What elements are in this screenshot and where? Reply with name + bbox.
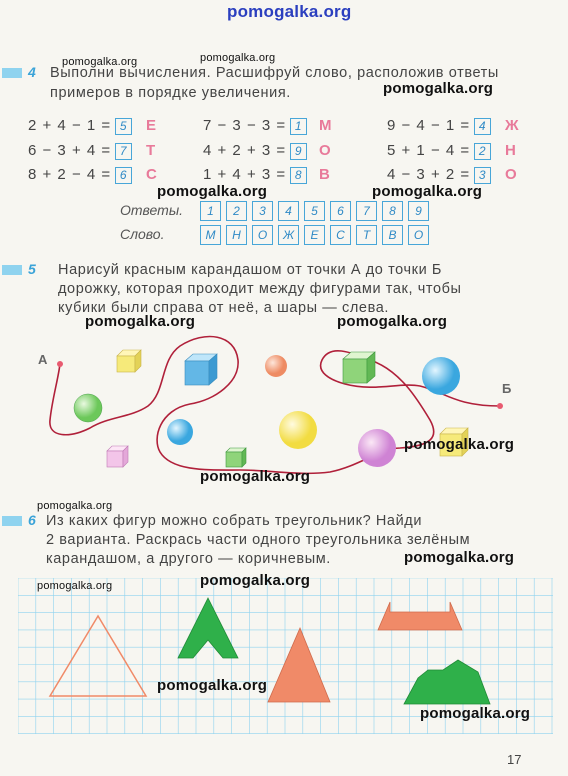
- word-cell: В: [382, 225, 403, 245]
- ball: [167, 419, 193, 445]
- answer-box: 4: [474, 118, 491, 135]
- task-text: карандашом, а другого — коричневым.: [46, 551, 331, 567]
- point-b-dot: [497, 403, 503, 409]
- task-text: Нарисуй красным карандашом от точки А до точки Б: [58, 262, 443, 278]
- watermark: pomogalka.org: [372, 183, 483, 200]
- word-cell: Е: [304, 225, 325, 245]
- watermark: pomogalka.org: [383, 80, 494, 97]
- answer-box: 7: [115, 143, 132, 160]
- equation-expression: 2 + 4 − 1 =: [28, 117, 112, 134]
- answer-cell: 6: [330, 201, 351, 221]
- equation: [28, 117, 136, 135]
- equation-expression: 8 + 2 − 4 =: [28, 166, 112, 183]
- answer-box: 1: [290, 118, 307, 135]
- watermark: pomogalka.org: [37, 500, 113, 512]
- word-cell: Ж: [278, 225, 299, 245]
- equation-expression: 1 + 4 + 3 =: [203, 166, 287, 183]
- ball: [265, 355, 287, 377]
- equation-letter: Е: [146, 117, 157, 134]
- equation-expression: 7 − 3 − 3 =: [203, 117, 287, 134]
- task-marker: [2, 265, 22, 275]
- point-b-label: Б: [502, 381, 512, 396]
- equation-letter: В: [319, 166, 330, 183]
- word-label: Слово.: [120, 226, 165, 242]
- equation-expression: 5 + 1 − 4 =: [387, 142, 471, 159]
- answer-box: 6: [115, 167, 132, 184]
- watermark: pomogalka.org: [157, 677, 268, 694]
- watermark: pomogalka.org: [200, 468, 311, 485]
- task-number: 6: [28, 512, 36, 528]
- watermark: pomogalka.org: [337, 313, 448, 330]
- equation-letter: Ж: [505, 117, 519, 134]
- watermark: pomogalka.org: [420, 705, 531, 722]
- watermark: pomogalka.org: [227, 2, 352, 21]
- equation: [203, 166, 311, 184]
- watermark: pomogalka.org: [404, 436, 515, 453]
- word-cell: М: [200, 225, 221, 245]
- answer-cell: 4: [278, 201, 299, 221]
- cube: [117, 350, 141, 372]
- watermark: pomogalka.org: [37, 580, 113, 592]
- equation: [203, 117, 311, 135]
- task5-figure: [0, 320, 568, 480]
- equation-expression: 9 − 4 − 1 =: [387, 117, 471, 134]
- cube: [185, 354, 217, 385]
- answer-box: 8: [290, 167, 307, 184]
- task-text: 2 варианта. Раскрась части одного треугольника зелёным: [46, 532, 471, 548]
- green-shape: [178, 598, 238, 658]
- answer-cell: 9: [408, 201, 429, 221]
- equation-expression: 4 − 3 + 2 =: [387, 166, 471, 183]
- watermark: pomogalka.org: [200, 52, 276, 64]
- ball: [74, 394, 102, 422]
- point-a-dot: [57, 361, 63, 367]
- answer-cell: 8: [382, 201, 403, 221]
- word-cell: С: [330, 225, 351, 245]
- task-text: кубики были справа от неё, а шары — слева.: [58, 300, 390, 316]
- word-cell: О: [408, 225, 429, 245]
- ball: [279, 411, 317, 449]
- equation: [28, 142, 136, 160]
- equation-letter: О: [319, 142, 331, 159]
- equation-letter: С: [146, 166, 157, 183]
- orange-bracket: [378, 602, 462, 630]
- equation: [28, 166, 136, 184]
- equation-expression: 4 + 2 + 3 =: [203, 142, 287, 159]
- answers-label: Ответы.: [120, 202, 184, 218]
- outline-triangle: [50, 616, 146, 696]
- task-text: дорожку, которая проходит между фигурами так, чтобы: [58, 281, 462, 297]
- task-number: 5: [28, 261, 36, 277]
- word-cell: О: [252, 225, 273, 245]
- word-cell: Н: [226, 225, 247, 245]
- point-a-label: А: [38, 352, 48, 367]
- answer-box: 9: [290, 143, 307, 160]
- watermark: pomogalka.org: [404, 549, 515, 566]
- answer-cell: 3: [252, 201, 273, 221]
- ball: [422, 357, 460, 395]
- equation: [387, 142, 495, 160]
- equation: [203, 142, 311, 160]
- task-text: примеров в порядке увеличения.: [50, 85, 291, 101]
- equation-letter: О: [505, 166, 517, 183]
- task-marker: [2, 516, 22, 526]
- watermark: pomogalka.org: [85, 313, 196, 330]
- answer-box: 2: [474, 143, 491, 160]
- equation-letter: Т: [146, 142, 156, 159]
- answer-box: 5: [115, 118, 132, 135]
- page-number: 17: [507, 752, 522, 767]
- equation-expression: 6 − 3 + 4 =: [28, 142, 112, 159]
- task-number: 4: [28, 64, 36, 80]
- task-text: Из каких фигур можно собрать треугольник? Найди: [46, 513, 423, 529]
- word-cell: Т: [356, 225, 377, 245]
- equation: [387, 117, 495, 135]
- watermark: pomogalka.org: [62, 56, 138, 68]
- answer-cell: 2: [226, 201, 247, 221]
- task-text: Выполни вычисления. Расшифруй слово, расположив ответы: [50, 65, 499, 81]
- answer-cell: 1: [200, 201, 221, 221]
- green-bottom: [404, 660, 490, 704]
- task-marker: [2, 68, 22, 78]
- watermark: pomogalka.org: [157, 183, 268, 200]
- cube: [107, 446, 128, 467]
- watermark: pomogalka.org: [200, 572, 311, 589]
- answer-cell: 5: [304, 201, 325, 221]
- ball: [358, 429, 396, 467]
- cube: [343, 352, 375, 383]
- answer-box: 3: [474, 167, 491, 184]
- equation-letter: Н: [505, 142, 516, 159]
- cube: [226, 448, 246, 467]
- equation: [387, 166, 495, 184]
- equation-letter: М: [319, 117, 332, 134]
- answer-cell: 7: [356, 201, 377, 221]
